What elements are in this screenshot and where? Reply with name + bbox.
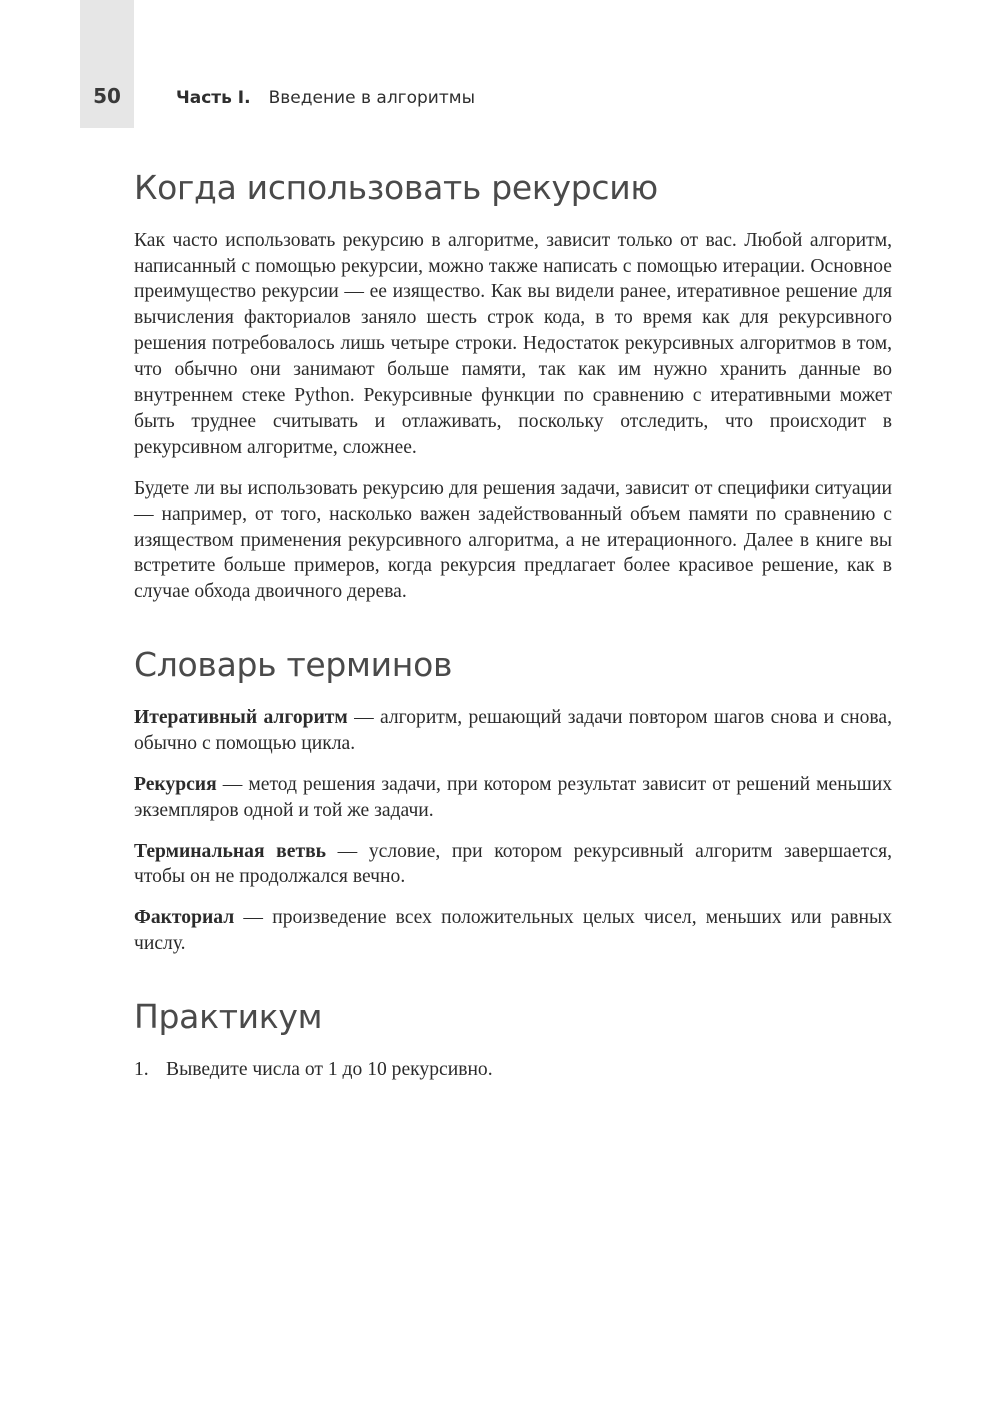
glossary-definition: — алгоритм, решающий задачи повтором шагов снова и снова, обычно с помощью цикла. <box>134 706 892 754</box>
page-number: 50 <box>93 84 121 108</box>
section-when-to-use-recursion <box>134 168 892 605</box>
paragraph: Как часто использовать рекурсию в алгоритме, зависит только от вас. Любой алгоритм, написанный с помощью рекурсии, можно также написать с помощью итерации. Основное преимущество рекурсии — ее изящество. Как вы видели ранее, итеративное решение для вычисления факториалов заняло шесть строк кода, в то время как для рекурсивного решения потребовалось лишь четыре строки. Недостаток рекурсивных алгоритмов в том, что обычно они занимают больше памяти, так как им нужно хранить данные во внутреннем стеке Python. Рекурсивные функции по сравнению с итеративными может быть труднее считывать и отлаживать, поскольку отследить, что происходит в рекурсивном алгоритме, сложнее. <box>134 229 892 458</box>
page-content <box>134 168 892 1083</box>
page-tab-marker <box>80 0 134 128</box>
part-title: Введение в алгоритмы <box>268 88 476 108</box>
glossary-term: Рекурсия <box>134 773 217 795</box>
section-glossary <box>134 645 892 957</box>
section-heading: Практикум <box>134 997 323 1037</box>
paragraph: Будете ли вы использовать рекурсию для решения задачи, зависит от специфики ситуации — например, от того, насколько важен задействованный объем памяти по сравнению с изяществом применения рекурсивного алгоритма, а не итерационного. Далее в книге вы встретите больше примеров, когда рекурсия предлагает более красивое решение, как в случае обхода двоичного дерева. <box>134 477 892 603</box>
exercise-item <box>134 1057 892 1083</box>
exercise-number: 1. <box>134 1058 149 1080</box>
section-heading: Словарь терминов <box>134 645 453 685</box>
glossary-definition: — метод решения задачи, при котором результат зависит от решений меньших экземпляров одной и той же задачи. <box>134 773 892 821</box>
exercise-text: Выведите числа от 1 до 10 рекурсивно. <box>166 1058 493 1080</box>
glossary-entry <box>134 772 892 824</box>
part-label: Часть I. <box>176 88 251 108</box>
glossary-term: Итеративный алгоритм <box>134 706 348 728</box>
glossary-definition: — произведение всех положительных целых чисел, меньших или равных числу. <box>134 907 892 955</box>
glossary-definition: — условие, при котором рекурсивный алгоритм завершается, чтобы он не продолжался вечно. <box>134 840 892 888</box>
glossary-entry <box>134 705 892 757</box>
section-practice <box>134 997 892 1083</box>
exercise-list <box>134 1057 892 1083</box>
glossary-term: Факториал <box>134 907 235 929</box>
glossary-term: Терминальная ветвь <box>134 840 327 862</box>
running-head <box>176 88 475 108</box>
glossary-entry <box>134 839 892 891</box>
glossary-entry <box>134 905 892 957</box>
section-heading: Когда использовать рекурсию <box>134 168 658 207</box>
